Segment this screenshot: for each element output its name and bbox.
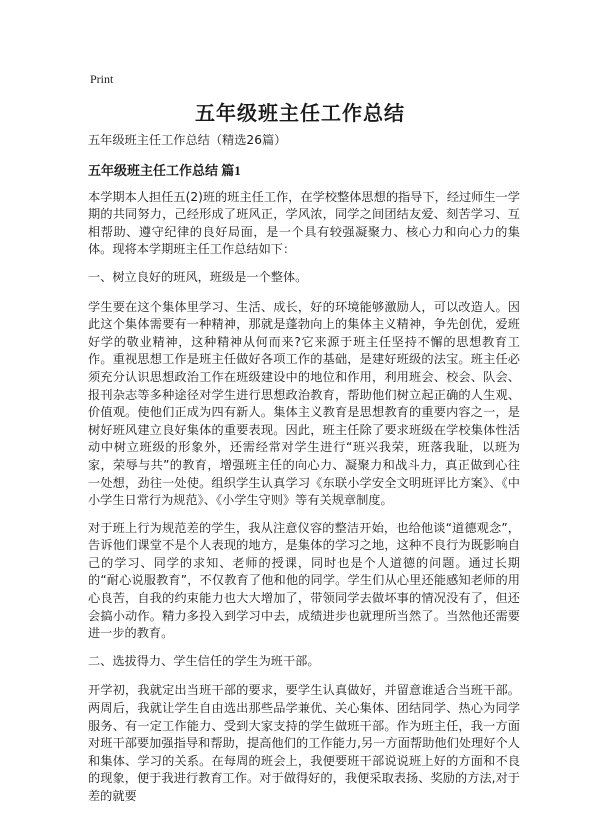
document-body (88, 132, 520, 816)
print-link[interactable]: Print (90, 72, 114, 86)
paragraph-class-spirit: 学生要在这个集体里学习、生活、成长，好的环境能够激励人，可以改造人。因此这个集体需要有一种精神，那就是蓬勃向上的集体主义精神，争先创优，爱班好学的敬业精神，这种精神从何而来?它来源于班主任坚持不懈的思想教育工作。重视思想工作是班主任做好各项工作的基础，是建好班级的法宝。班主任必须充分认识思想政治工作在班级建设中的地位和作用，利用班会、校会、队会、报刊杂志等多种途径对学生进行思想政治教育，帮助他们树立起正确的人生观、价值观。使他们正成为四有新人。集体主义教育是思想教育的重要内容之一，是树好班风建立良好集体的重要表现。因此，班主任除了要求班级在学校集体性活动中树立班级的形象外，还需经常对学生进行“班兴我荣，班落我耻，以班为家，荣辱与共”的教育，增强班主任的向心力、凝聚力和战斗力，真正做到心往一处想，劲往一处使。组织学生认真学习《东联小学安全文明班评比方案》、《中小学生日常行为规范》、《小学生守则》等有关规章制度。 (88, 299, 520, 508)
paragraph-class-cadres: 开学初，我就定出当班干部的要求，要学生认真做好，并留意谁适合当班干部。两周后，我就让学生自由选出那些品学兼优、关心集体、团结同学、热心为同学服务、有一定工作能力、受到大家支持的学生做班干部。作为班主任，我一方面对班干部要加强指导和帮助，提高他们的工作能力,另一方面帮助他们处理好个人和集体、学习的关系。在每周的班会上，我便要班干部说说班上好的方面和不良的现象，便于我进行教育工作。对于做得好的，我便采取表扬、奖励的方法,对于差的就要 (88, 683, 520, 803)
article-heading: 五年级班主任工作总结 篇1 (88, 162, 241, 178)
paragraph-behavior: 对于班上行为规范差的学生，我从注意仪容的整洁开始，也给他谈“道德观念”，告诉他们课堂不是个人表现的地方，是集体的学习之地，这种不良行为既影响自己的学习、同学的求知、老师的授课，同时也是个人道德的问题。通过长期的“耐心说服教育”，不仅教育了他和他的同学。学生们从心里还能感知老师的用心良苦，自我的约束能力也大大增加了，带领同学去做坏事的情况没有了，但还会搞小动作。精力多投入到学习中去，成绩进步也就理所当然了。当然他还需要进一步的教育。 (88, 520, 520, 641)
paragraph-intro: 本学期本人担任五(2)班的班主任工作，在学校整体思想的指导下，经过师生一学期的共同努力，己经形成了班风正，学风浓，同学之间团结友爱、刻苦学习、互相帮助、遵守纪律的良好局面，是一个具有较强凝聚力、核心力和向心力的集体。现将本学期班主任工作总结如下： (88, 189, 520, 257)
section-heading-1: 一、树立良好的班风，班级是一个整体。 (88, 269, 308, 284)
page-title: 五年级班主任工作总结 (195, 101, 405, 125)
document-subtitle: 五年级班主任工作总结（精选26篇） (88, 133, 287, 147)
section-heading-2: 二、选拔得力、学生信任的学生为班干部。 (88, 653, 320, 668)
